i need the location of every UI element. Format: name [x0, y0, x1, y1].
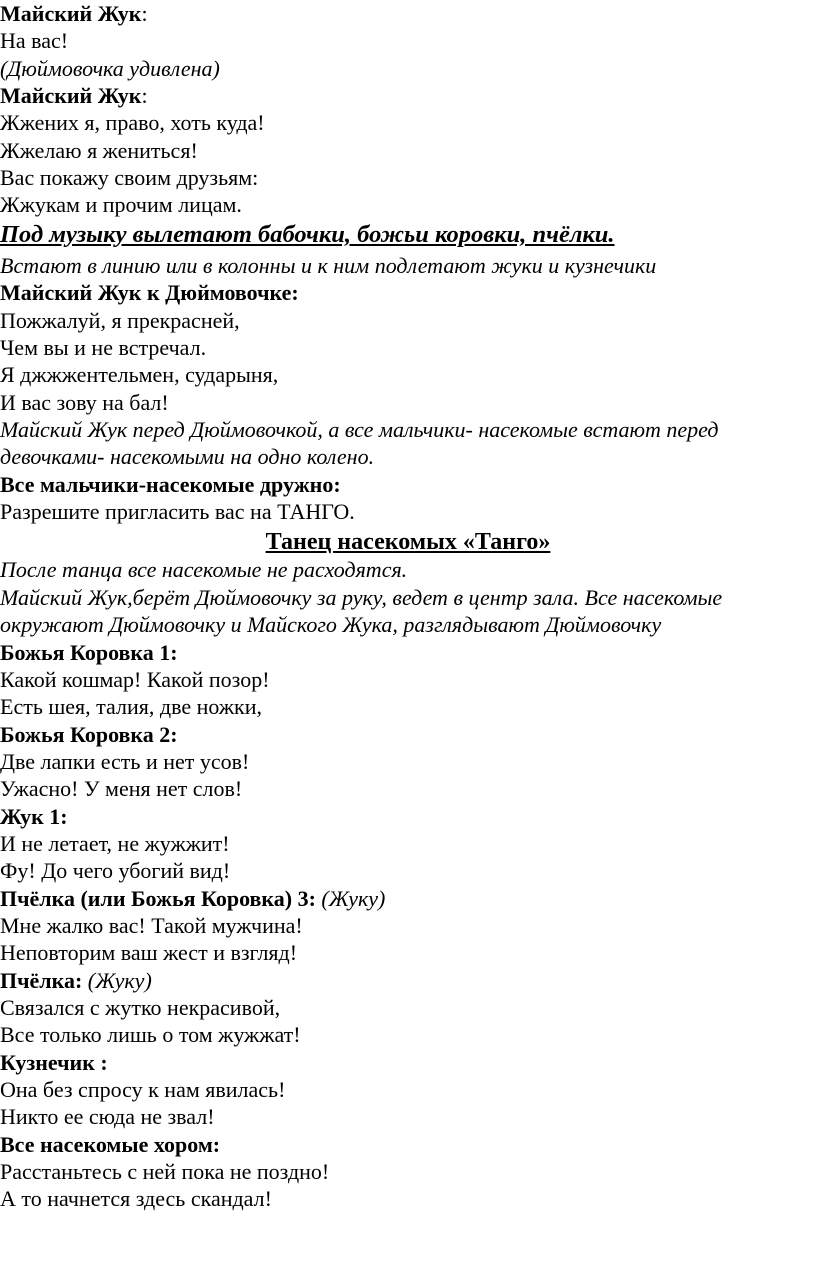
verse-line: [0, 693, 262, 720]
speaker-line: [0, 885, 385, 912]
verse-text: Две лапки есть и нет усов!: [0, 749, 250, 774]
verse-line: [0, 164, 258, 191]
verse-text: Разрешите пригласить вас на ТАНГО.: [0, 499, 355, 524]
verse-line: [0, 666, 270, 693]
verse-line: [0, 27, 68, 54]
verse-line: [0, 1158, 329, 1185]
section-heading-text: Танец насекомых «Танго»: [265, 529, 551, 555]
verse-text: Жжених я, право, хоть куда!: [0, 110, 265, 136]
verse-line: [0, 334, 206, 361]
verse-text: На вас!: [0, 28, 69, 54]
section-heading: [0, 528, 816, 555]
section-direction-text: Под музыку вылетают бабочки, божьи коровки, пчёлки.: [0, 221, 615, 248]
stage-note: (Жуку): [321, 885, 386, 911]
verse-text: Расстаньтесь с ней пока не поздно!: [0, 1159, 330, 1184]
stage-direction: [0, 611, 661, 638]
verse-line: [0, 1021, 301, 1048]
verse-line: [0, 1076, 285, 1103]
speaker-colon: :: [141, 1, 148, 26]
speaker-line: [0, 279, 299, 306]
verse-text: Она без спросу к нам явилась!: [0, 1077, 286, 1102]
verse-text: Какой кошмар! Какой позор!: [0, 667, 270, 692]
speaker-line: [0, 0, 148, 27]
speaker-line: [0, 803, 68, 830]
verse-text: Неповторим ваш жест и взгляд!: [0, 940, 298, 966]
verse-text: Есть шея, талия, две ножки,: [0, 694, 262, 720]
speaker-line: [0, 721, 178, 748]
stage-direction-text: Майский Жук,берёт Дюймовочку за руку, ведет в центр зала. Все насекомые: [0, 585, 723, 610]
stage-direction-text: девочками- насекомыми на одно колено.: [0, 444, 375, 470]
speaker-line: [0, 1049, 108, 1076]
verse-text: Ужасно! У меня нет слов!: [0, 776, 243, 802]
verse-text: Я джжжентельмен, сударыня,: [0, 362, 279, 388]
speaker-name: Все мальчики-насекомые дружно:: [0, 471, 341, 497]
stage-direction-text: Майский Жук перед Дюймовочкой, а все мальчики- насекомые встают перед: [0, 417, 719, 442]
speaker-name: Майский Жук: [0, 83, 142, 108]
speaker-name: Майский Жук: [0, 1, 142, 26]
verse-line: [0, 361, 278, 388]
verse-text: Мне жалко вас! Такой мужчина!: [0, 913, 303, 938]
verse-line: [0, 1185, 272, 1212]
stage-direction-text: окружают Дюймовочку и Майского Жука, разглядывают Дюймовочку: [0, 612, 662, 638]
speaker-name: Жук 1:: [0, 803, 68, 829]
verse-line: [0, 137, 198, 164]
speaker-name: Божья Коровка 1:: [0, 639, 178, 665]
verse-line: [0, 775, 242, 802]
verse-text: Фу! До чего убогий вид!: [0, 858, 231, 884]
verse-text: Все только лишь о том жужжат!: [0, 1022, 301, 1048]
stage-direction: [0, 556, 407, 583]
stage-direction-text: После танца все насекомые не расходятся.: [0, 557, 408, 582]
speaker-colon: :: [141, 83, 148, 108]
verse-line: [0, 912, 303, 939]
section-direction: [0, 221, 615, 248]
verse-line: [0, 307, 240, 334]
stage-direction: [0, 443, 374, 470]
verse-text: Связался с жутко некрасивой,: [0, 995, 281, 1020]
speaker-line: [0, 639, 178, 666]
speaker-name: Кузнечик :: [0, 1049, 108, 1075]
verse-text: Жжукам и прочим лицам.: [0, 192, 242, 218]
verse-text: Пожжалуй, я прекрасней,: [0, 307, 240, 333]
stage-direction-text: (Дюймовочка удивлена): [0, 55, 220, 81]
verse-line: [0, 748, 249, 775]
verse-text: И не летает, не жужжит!: [0, 831, 230, 856]
verse-text: Вас покажу своим друзьям:: [0, 165, 259, 190]
verse-line: [0, 389, 169, 416]
verse-line: [0, 1103, 215, 1130]
speaker-name: Пчёлка:: [0, 967, 83, 993]
verse-line: [0, 109, 265, 136]
speaker-name: Божья Коровка 2:: [0, 721, 178, 747]
verse-line: [0, 994, 280, 1021]
speaker-line: [0, 1131, 220, 1158]
speaker-line: [0, 82, 148, 109]
speaker-line: [0, 967, 152, 994]
verse-line: [0, 191, 242, 218]
verse-line: [0, 830, 230, 857]
speaker-line: [0, 471, 341, 498]
stage-direction: [0, 416, 719, 443]
verse-line: [0, 857, 230, 884]
verse-line: [0, 939, 297, 966]
speaker-name: Майский Жук к Дюймовочке:: [0, 280, 299, 306]
verse-text: Никто ее сюда не звал!: [0, 1104, 215, 1130]
verse-text: Жжелаю я жениться!: [0, 137, 198, 163]
verse-line: [0, 498, 355, 525]
verse-text: Чем вы и не встречал.: [0, 335, 207, 360]
speaker-name: Все насекомые хором:: [0, 1131, 221, 1157]
verse-text: А то начнется здесь скандал!: [0, 1186, 272, 1212]
stage-direction: [0, 252, 656, 279]
stage-direction: [0, 55, 220, 82]
stage-direction-text: Встают в линию или в колонны и к ним подлетают жуки и кузнечики: [0, 253, 657, 278]
stage-note: (Жуку): [87, 967, 152, 993]
stage-direction: [0, 584, 722, 611]
verse-text: И вас зову на бал!: [0, 389, 169, 415]
speaker-name: Пчёлка (или Божья Коровка) 3:: [0, 885, 316, 911]
